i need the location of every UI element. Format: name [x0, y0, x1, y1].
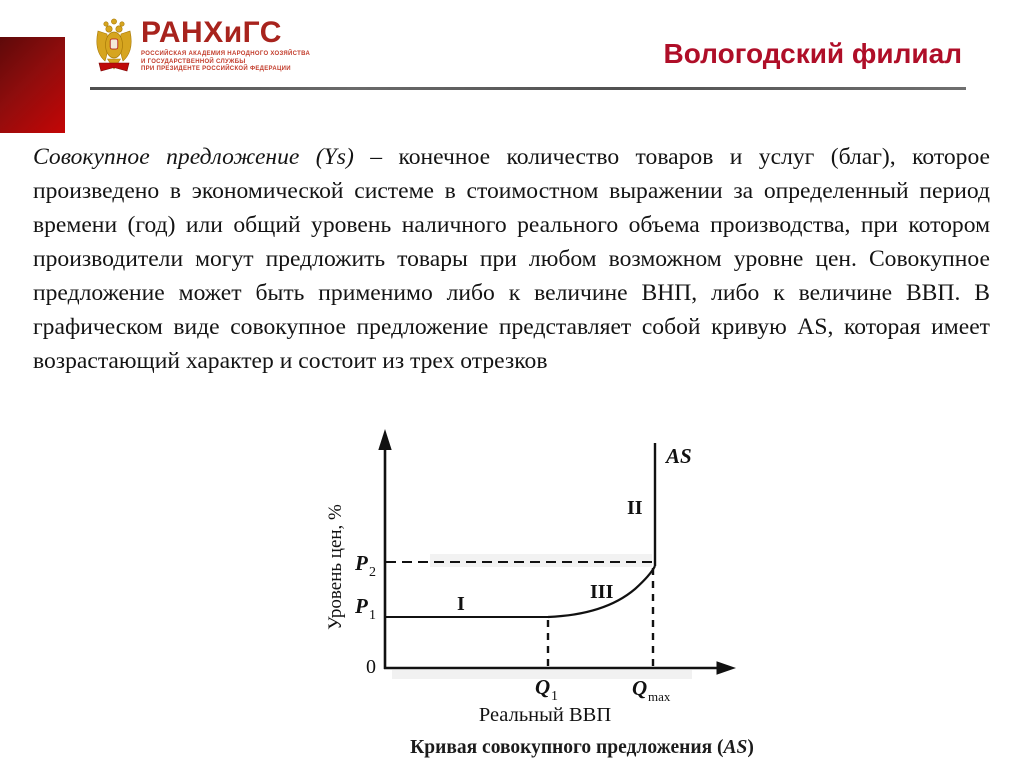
y-axis-arrowhead-icon	[378, 429, 391, 450]
x-axis-title: Реальный ВВП	[478, 704, 612, 726]
q1-tick-subscript: 1	[551, 689, 558, 704]
tagline-line-2: И ГОСУДАРСТВЕННОЙ СЛУЖБЫ	[141, 58, 246, 65]
ranepa-tagline	[141, 51, 310, 74]
as-curve-figure	[315, 425, 745, 737]
corner-accent-block	[0, 37, 65, 133]
tagline-line-3: ПРИ ПРЕЗИДЕНТЕ РОССИЙСКОЙ ФЕДЕРАЦИИ	[141, 66, 291, 72]
p1-tick-subscript: 1	[369, 608, 376, 623]
p1-tick-label: P	[355, 594, 368, 618]
y-axis-title: Уровень цен, %	[325, 504, 346, 630]
definition-term: Совокупное предложение (Ys)	[33, 144, 354, 170]
figure-caption-close: )	[747, 737, 754, 758]
figure-caption	[332, 737, 832, 759]
definition-paragraph	[33, 140, 990, 378]
scan-artifact	[430, 554, 652, 567]
header-divider	[90, 87, 966, 90]
figure-caption-as: AS	[723, 737, 748, 758]
tagline-line-1: РОССИЙСКАЯ АКАДЕМИЯ НАРОДНОГО ХОЗЯЙСТВА	[141, 51, 311, 57]
segment-II-label: II	[627, 497, 643, 519]
figure-caption-text: Кривая совокупного предложения (	[410, 737, 724, 758]
branch-title: Вологодский филиал	[663, 38, 962, 69]
qmax-tick-subscript: max	[648, 689, 671, 704]
origin-tick-label: 0	[366, 656, 376, 678]
p2-tick-label: P	[355, 551, 368, 575]
q1-tick-label: Q	[535, 675, 551, 699]
segment-III-label: III	[590, 581, 614, 603]
as-curve-label: AS	[666, 444, 692, 468]
ranepa-logo	[94, 18, 310, 76]
x-axis-arrowhead-icon	[717, 661, 737, 674]
ranepa-coat-of-arms-icon	[94, 18, 134, 76]
definition-text: – конечное количество товаров и услуг (благ), которое произведено в экономической системе в стоимостном выражении за определенный период времени (год) или общий уровень наличного реального объема производства, при котором производители могут предложить товары при любом возможном уровне цен. Совокупное предложение может быть применимо либо к величине ВНП, либо к величине ВВП. В графическом виде совокупное предложение представляет собой кривую AS, которая имеет возрастающий характер и состоит из трех отрезков	[33, 144, 990, 374]
segment-I-label: I	[457, 593, 465, 615]
qmax-tick-label: Q	[632, 676, 648, 700]
p2-tick-subscript: 2	[369, 565, 376, 580]
ranepa-wordmark: РАНХиГС	[141, 16, 282, 49]
